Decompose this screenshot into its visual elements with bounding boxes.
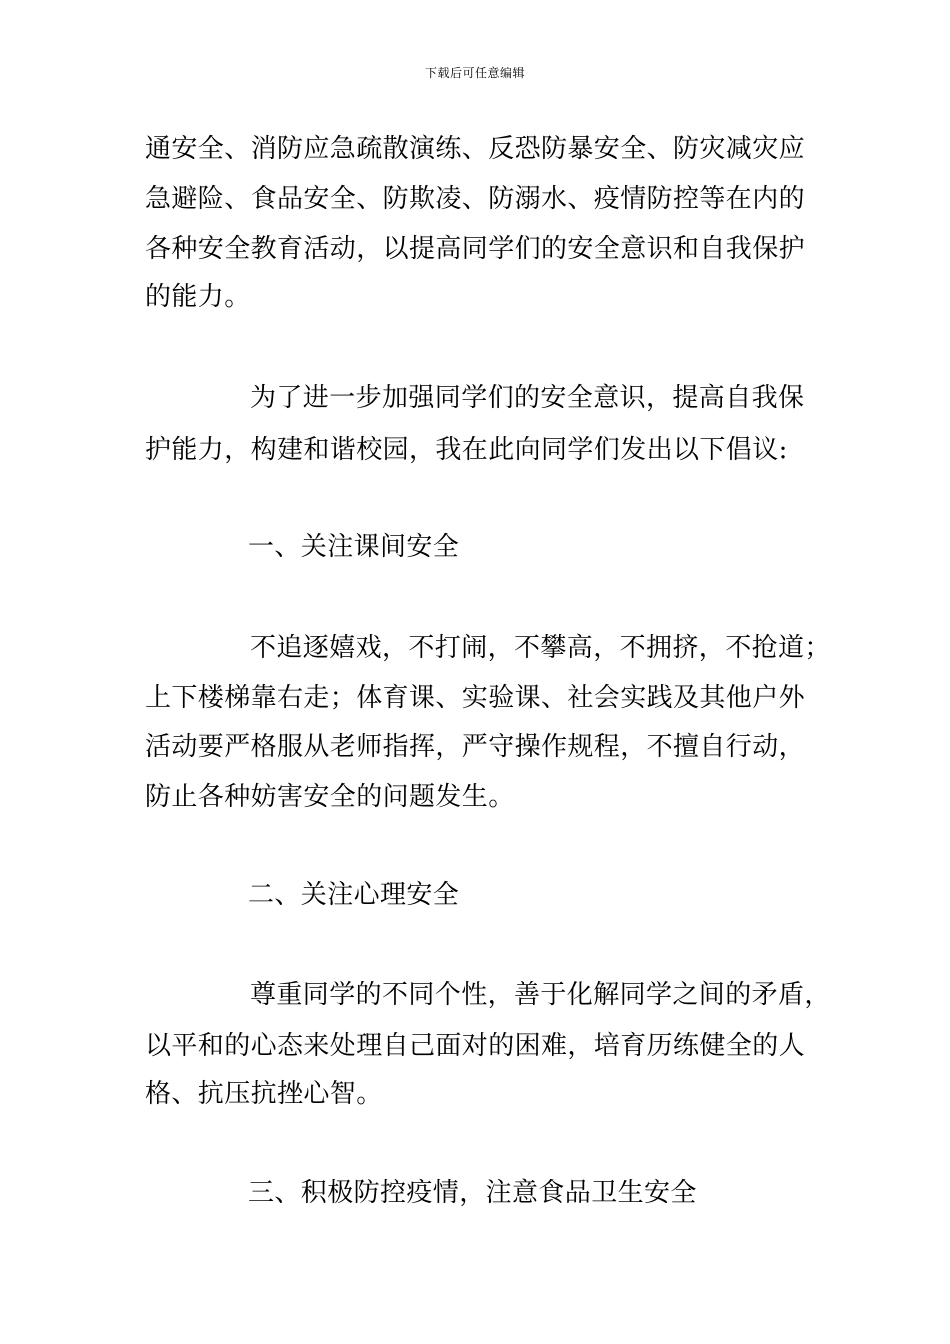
paragraph-1-line-1: 通安全、消防应急疏散演练、反恐防暴安全、防灾减灾应	[145, 134, 806, 164]
paragraph-3-line-1: 不追逐嬉戏，不打闹，不攀高，不拥挤，不抢道；	[250, 633, 831, 663]
paragraph-2-line-2: 护能力，构建和谐校园，我在此向同学们发出以下倡议:	[145, 435, 788, 465]
paragraph-3-line-3: 活动要严格服从老师指挥，严守操作规程，不擅自行动，	[145, 732, 806, 762]
section-heading-1: 一、关注课间安全	[248, 532, 460, 562]
paragraph-4-line-2: 以平和的心态来处理自己面对的困难，培育历练健全的人	[145, 1031, 806, 1061]
paragraph-4-line-1: 尊重同学的不同个性，善于化解同学之间的矛盾，	[250, 980, 831, 1010]
section-heading-2: 二、关注心理安全	[248, 880, 460, 910]
section-heading-3: 三、积极防控疫情，注意食品卫生安全	[248, 1178, 697, 1208]
page-header: 下载后可任意编辑	[424, 66, 525, 80]
paragraph-3-line-4: 防止各种妨害安全的问题发生。	[145, 782, 515, 812]
paragraph-4-line-3: 格、抗压抗挫心智。	[145, 1079, 383, 1109]
paragraph-1-line-4: 的能力。	[145, 282, 251, 312]
paragraph-2-line-1: 为了进一步加强同学们的安全意识，提高自我保	[250, 383, 805, 413]
paragraph-3-line-2: 上下楼梯靠右走；体育课、实验课、社会实践及其他户外	[145, 683, 806, 713]
paragraph-1-line-3: 各种安全教育活动，以提高同学们的安全意识和自我保护	[145, 234, 806, 264]
paragraph-1-line-2: 急避险、食品安全、防欺凌、防溺水、疫情防控等在内的	[145, 184, 806, 214]
